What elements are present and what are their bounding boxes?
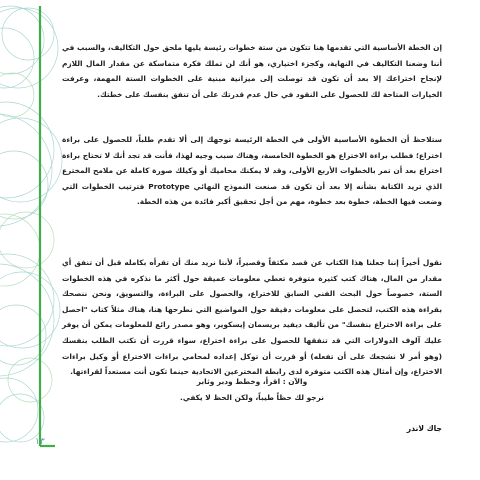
closing-line-2: نرجو لك حظاً طيباً، ولكن الحظ لا يكفي.	[180, 393, 324, 402]
paragraph-2-text: ستلاحظ أن الخطوة الأساسية الأولى في الخطة الرئيسة توجهك إلى ألا تقدم طلباً، للحصول على براءة اختراع؛ فطلب براءة الاختراع هو الخطوة الخامسة، وهناك سبب وجيه لهذا، فأنت قد تجد أنك لا تحتاج براءة اختراع بعد أن تمر بالخطوات الأربع الأولى، وقد لا يمكنك محاميك أو وكيلك صورة كاملة عن ملامح المخترع الذي تريد الكتابة بشأنه إلا بعد أن تكون قد صنعت النموذج النهائي Prototype فترتيب الخطوات التي وضعت فيها الخطة، خطوة بعد خطوة، مهم من أجل تحقيق أكبر فائدة من هذه الخطة.	[62, 135, 442, 207]
paragraph-3	[62, 255, 442, 380]
paragraph-1	[62, 40, 442, 102]
paragraph-3-text: نقول أخيراً إننا جعلنا هذا الكتاب عن قصد مكثفاً وقصيراً، لأننا نريد منك أن تقرأه بكامله قبل أن تنفق أي مقدار من المال، هناك كتب كثيرة متوفرة تعطي معلومات عميقة حول أكثر ما نذكره في هذه الخطوات الستة، خصوصاً حول البحث الفني السابق للاختراع، والحصول على البراءة، والتسويق، ونحن ننصحك بقراءة هذه الكتب، لتحصل على معلومات دقيقة حول المواضيع التي نطرحها هنا، هناك مثلاً كتاب "احصل على براءة الاختراع بنفسك" من تأليف ديفيد بريسمان إيسكوير، وهو مصدر رائع للمعلومات يمكن أن يوفر عليك آلوف الدولارات التي قد تنفقها للحصول على براءة اختراع، سواء قررت أن تكتب الطلب بنفسك (وهو أمر لا نشجعك على أن تفعله) أو قررت أن توكل إعداده لمحامي براءات الاختراع أو وكيل براءات الاختراع، وإن أمثال هذه الكتب متوفرة لدى رابطة المخترعين الاتحادية حينما تكون أنت مستعداً لقراءتها.	[62, 258, 442, 377]
signature: جاك لاندر	[406, 424, 442, 433]
closing-line-1: والآن : اقرأ، وخطط ودبر وثابر	[196, 377, 308, 386]
paragraph-1-text: إن الخطة الأساسية التي تقدمها هنا تتكون من ستة خطوات رئيسة يليها ملحق حول التكاليف، والسبب في أننا وضعنا التكاليف في النهاية، وكجزء اختياري، هو أنك لن تملك فكرة متماسكة عن مقدار المال اللازم لإنجاح اختراعك إلا بعد أن تكون قد توصلت إلى ميزانية مبنية على الخطوات الستة المهمة، وعرفت الخيارات المتاحة لك للحصول على النقود في حال عدم قدرتك على أن تنفق بنفسك على خطتك.	[62, 43, 442, 99]
page-number: ١٣	[35, 437, 45, 447]
paragraph-2	[62, 132, 442, 210]
